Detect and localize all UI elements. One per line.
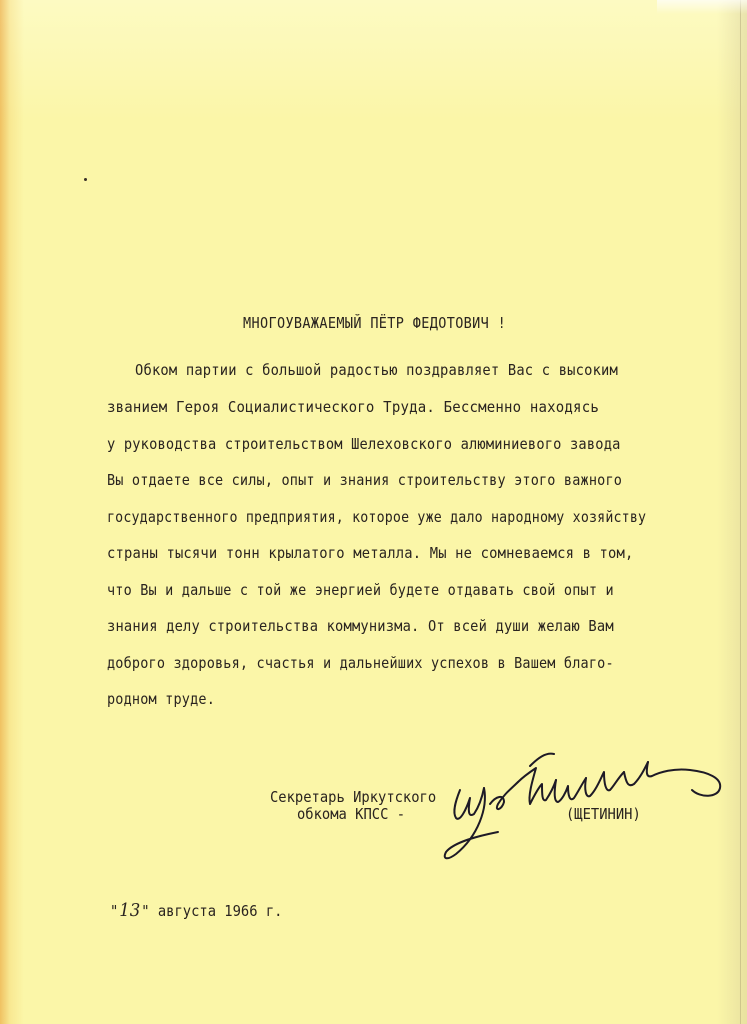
body-line-8: знания делу строительства коммунизма. От всей души желаю Вам bbox=[107, 617, 614, 635]
body-line-9: доброго здоровья, счастья и дальнейших успехов в Вашем благо- bbox=[107, 654, 614, 672]
body-line-4: Вы отдаете все силы, опыт и знания строительству этого важного bbox=[107, 471, 623, 489]
body-line-7: что Вы и дальше с той же энергией будете отдавать свой опыт и bbox=[107, 581, 614, 599]
body-line-3: у руководства строительством Шелеховского алюминиевого завода bbox=[107, 435, 621, 453]
page-edge bbox=[740, 0, 741, 1024]
date-quote-open: " bbox=[110, 902, 119, 920]
letter-date bbox=[110, 900, 282, 921]
signatory-position-line2: обкома КПСС - bbox=[297, 805, 406, 823]
body-line-10: родном труде. bbox=[107, 690, 215, 708]
paper-highlight bbox=[657, 0, 747, 14]
ink-speck bbox=[84, 178, 87, 181]
body-line-6: страны тысячи тонн крылатого металла. Мы не сомневаемся в том, bbox=[107, 544, 634, 562]
letter-salutation: МНОГОУВАЖАЕМЫЙ ПЁТР ФЕДОТОВИЧ ! bbox=[243, 314, 507, 332]
handwritten-signature bbox=[438, 748, 728, 864]
signatory-position-line1: Секретарь Иркутского bbox=[270, 788, 437, 806]
date-quote-close: " bbox=[141, 902, 150, 920]
body-line-1: Обком партии с большой радостью поздравляет Вас с высоким bbox=[135, 361, 619, 379]
date-month-year: августа 1966 г. bbox=[149, 902, 283, 920]
signatory-name: (ЩЕТИНИН) bbox=[566, 805, 641, 823]
body-line-5: государственного предприятия, которое уже дало народному хозяйству bbox=[107, 508, 647, 526]
body-line-2: званием Героя Социалистического Труда. Бессменно находясь bbox=[107, 398, 599, 416]
date-day-handwritten: 13 bbox=[119, 900, 141, 921]
